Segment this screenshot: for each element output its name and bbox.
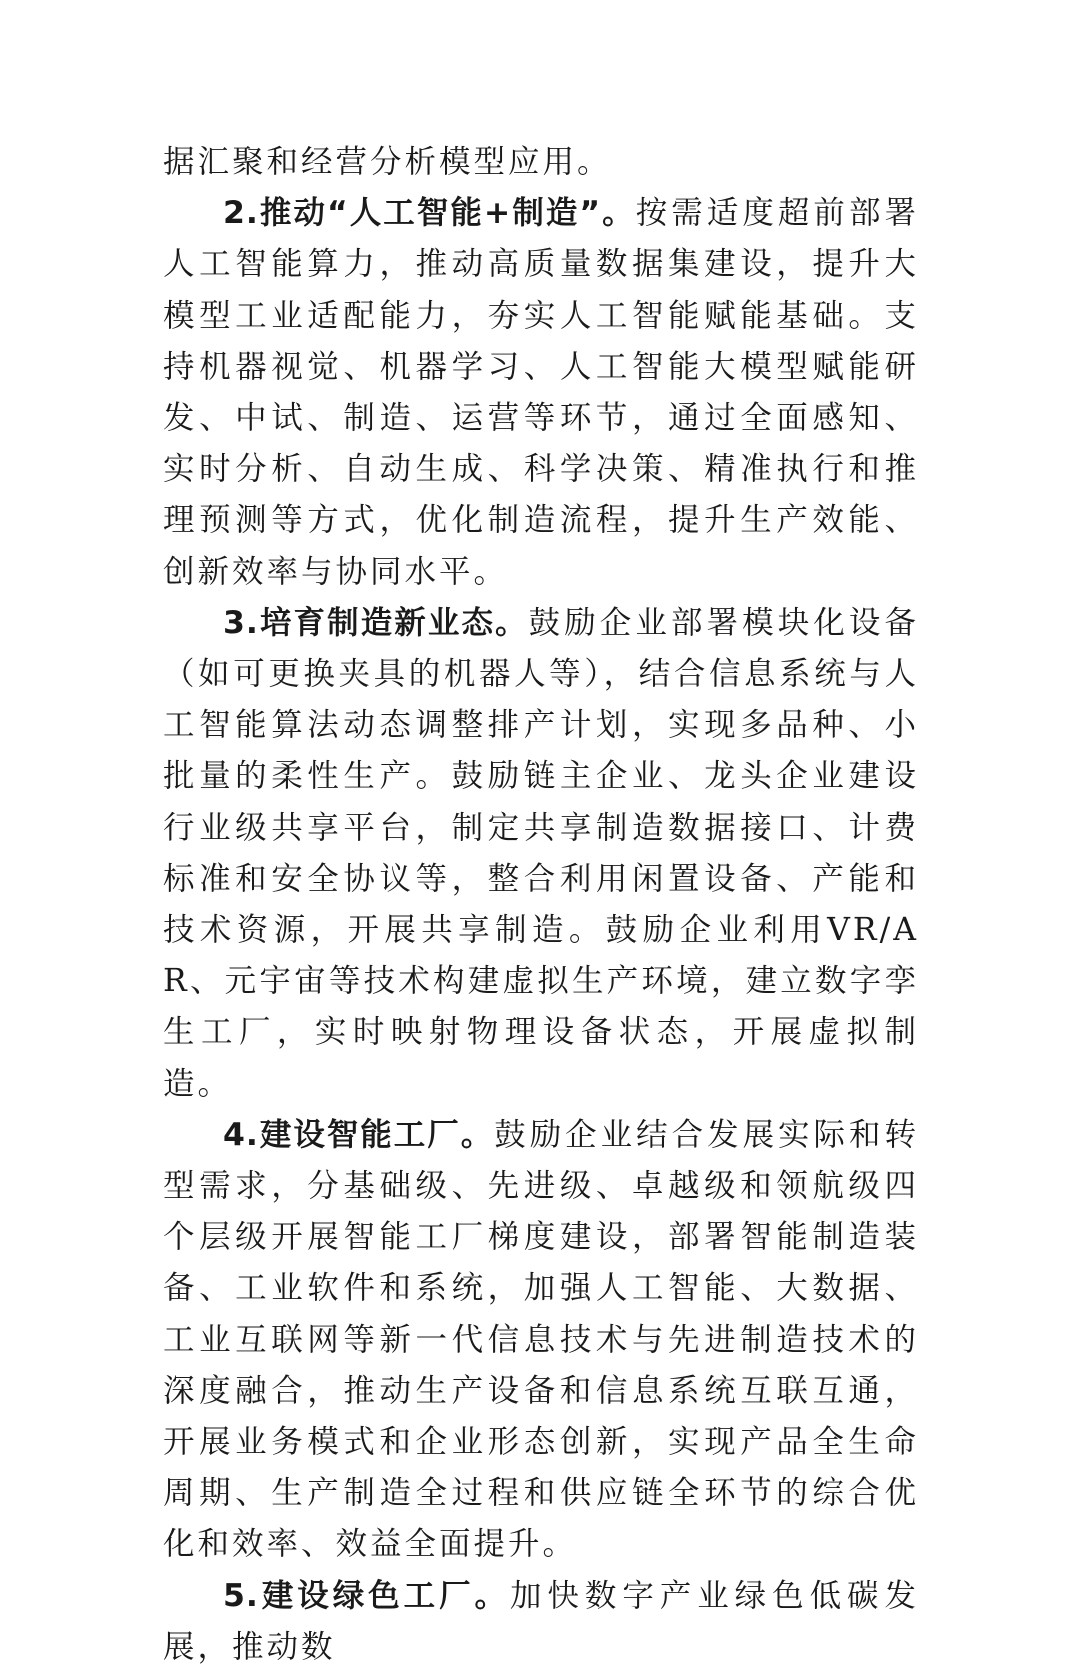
paragraph-text: 鼓励企业部署模块化设备（如可更换夹具的机器人等），结合信息系统与人工智能算法动态调整排产计划，实现多品种、小批量的柔性生产。鼓励链主企业、龙头企业建设行业级共享平台，制定共享制造数据接口、计费标准和安全协议等，整合利用闲置设备、产能和技术资源，开展共享制造。鼓励企业利用VR/AR、元宇宙等技术构建虚拟生产环境，建立数字孪生工厂，实时映射物理设备状态，开展虚拟制造。 (163, 604, 919, 1102)
paragraph-lead: 5.建设绿色工厂。 (223, 1577, 510, 1614)
paragraph-green-factory (163, 1571, 919, 1673)
paragraph-lead: 3.培育制造新业态。 (223, 604, 529, 641)
paragraph-continuation (163, 137, 919, 188)
document-page (163, 137, 919, 1673)
paragraph-lead: 4.建设智能工厂。 (223, 1116, 495, 1153)
paragraph-text: 按需适度超前部署人工智能算力，推动高质量数据集建设，提升大模型工业适配能力，夯实人工智能赋能基础。支持机器视觉、机器学习、人工智能大模型赋能研发、中试、制造、运营等环节，通过全面感知、实时分析、自动生成、科学决策、精准执行和推理预测等方式，优化制造流程，提升生产效能、创新效率与协同水平。 (163, 195, 919, 590)
paragraph-ai-manufacturing (163, 188, 919, 598)
paragraph-text: 鼓励企业结合发展实际和转型需求，分基础级、先进级、卓越级和领航级四个层级开展智能工厂梯度建设，部署智能制造装备、工业软件和系统，加强人工智能、大数据、工业互联网等新一代信息技术与先进制造技术的深度融合，推动生产设备和信息系统互联互通，开展业务模式和企业形态创新，实现产品全生命周期、生产制造全过程和供应链全环节的综合优化和效率、效益全面提升。 (163, 1116, 919, 1563)
paragraph-smart-factory (163, 1110, 919, 1571)
paragraph-text: 加快数字产业绿色低碳发展，推动数 (163, 1577, 919, 1665)
paragraph-lead: 2.推动“人工智能+制造”。 (223, 195, 636, 232)
paragraph-text: 据汇聚和经营分析模型应用。 (163, 144, 612, 180)
paragraph-new-formats (163, 598, 919, 1110)
